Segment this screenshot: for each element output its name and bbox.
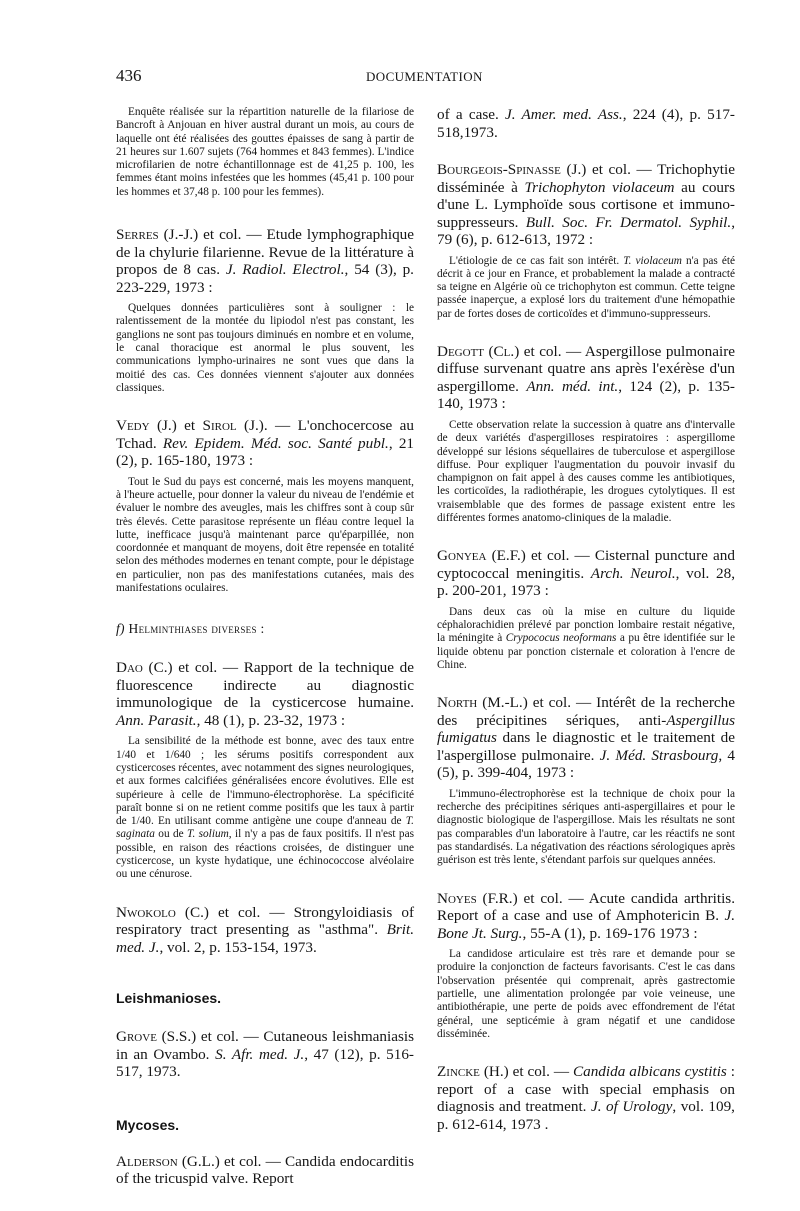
- author: Vedy (J.): [116, 417, 177, 435]
- citation: , vol. 2, p. 153-154, 1973.: [159, 938, 317, 956]
- abstract-serres: Quelques données particulières sont à souligner : le ralentissement de la montée du lipiodol n'est pas constant, les ganglions ne sont pas toujours diminués en nombre et en volume, le canal thoracique est anormal le plus souvent, les communications lympho-urinaires ne sont vues que dans la moitié des cas. Ces données viennent s'ajouter aux données classiques.: [116, 302, 414, 394]
- citation: , 21 (2), p. 165-180, 1973 :: [116, 434, 415, 470]
- reference-degott: [437, 343, 735, 413]
- reference-grove: [116, 1028, 414, 1081]
- author: Grove (S.S.): [116, 1028, 197, 1046]
- left-column: [116, 106, 414, 1188]
- species-name: Aspergillus fumigatus: [437, 711, 735, 747]
- species-name: T. violaceum: [623, 254, 682, 267]
- abstract-noyes: La candidose articulaire est très rare et demande pour se produire la conjonction de facteurs favorisants. C'est le cas dans l'observation présentée qui comprenait, après gastrectomie partielle, une alimentation prolongée par voie veineuse, une antibiothérapie, une perte de poids avec effondrement de l'état général, une septicémie à gram négatif et une candidose disséminée.: [437, 948, 735, 1040]
- title: et col. — Acute candida arthritis. Report of a case and use of Amphotericin B.: [437, 889, 735, 925]
- running-head: DOCUMENTATION: [366, 69, 483, 84]
- title: et col. — Trichophytie disséminée à: [437, 161, 735, 196]
- title: et col. — Strongyloidiasis of respiratory tract presenting as "asthma".: [116, 903, 414, 939]
- title: et col. — Cutaneous leishmaniasis in an Ovambo.: [116, 1028, 414, 1063]
- subsection-prefix: f): [116, 621, 125, 637]
- reference-vedy: [116, 417, 414, 470]
- citation: , 48 (1), p. 23-32, 1973 :: [196, 711, 346, 729]
- citation: , 124 (2), p. 135-140, 1973 :: [437, 377, 735, 413]
- citation: , 4 (5), p. 399-404, 1973 :: [437, 746, 736, 782]
- journal: J. Méd. Strasbourg: [599, 746, 719, 764]
- author: Noyes (F.R.): [437, 889, 518, 907]
- title: au cours d'une L. Lymphoïde sous cortisone et immuno-suppresseurs.: [437, 178, 735, 231]
- reference-dao: [116, 659, 414, 729]
- abstract-north: L'immuno-électrophorèse est la technique de choix pour la recherche des précipitines sériques anti-aspergillaires et pour le diagnostic biologique de l'aspergillose. Mais les résultats ne sont pas comparables d'un laboratoire à l'autre, car les réactifs ne sont pas standardisés. La négativation des réactions sérologiques après guérison est très lente, s'étendant parfois sur quelques années.: [437, 787, 735, 867]
- subsection-title: Helminthiases diverses :: [128, 621, 265, 637]
- species-name: Crypococus neoformans: [505, 632, 617, 645]
- abstract-gonyea: [437, 606, 735, 672]
- title-italic: Candida albicans cystitis: [572, 1063, 727, 1081]
- title: et col. — Candida endocarditis of the tricuspid valve. Report: [116, 1152, 414, 1188]
- citation: , vol. 109, p. 612-614, 1973 .: [437, 1098, 735, 1133]
- journal: Arch. Neurol.: [590, 564, 676, 582]
- author: Serres (J.-J.): [116, 226, 199, 244]
- section-heading-mycoses: Mycoses.: [116, 1116, 180, 1133]
- abstract-vedy: Tout le Sud du pays est concerné, mais les moyens manquent, à l'heure actuelle, pour donner la valeur du niveau de l'endémie et évaluer le nombre des aveugles, mais les chiffres sont à coup sûr très élevés. Cette parasitose représente un fléau contre lequel la lutte, inefficace jusqu'à maintenant parce qu'éparpillée, non coordonnée et manquant de moyens, doit être repensée en totalité selon des méthodes modernes en tenant compte, pour le dépistage en particulier, non pas des manifestations cutanées, mais des manifestations oculaires.: [116, 475, 414, 595]
- title: : report of a case with special emphasis on diagnosis and treatment.: [437, 1063, 736, 1116]
- citation: , 55-A (1), p. 169-176 1973 :: [522, 924, 698, 942]
- reference-noyes: [437, 890, 735, 943]
- abstract-text: n'a pas été décrit à ce jour en France, et probablement la malade a contracté sa teigne en Algérie où ce trichophyton est commun. Cette teigne passée inaperçue, a explosé lors du traitement d'une hémopathie par de fortes doses de corticoïdes et d'immuno-suppresseurs.: [437, 254, 735, 320]
- section-heading-leishmanioses: Leishmanioses.: [116, 990, 222, 1007]
- journal: Brit. med. J.: [116, 921, 414, 956]
- right-column: [437, 106, 735, 1133]
- species-name: Trichophyton violaceum: [524, 178, 675, 196]
- author: Zincke (H.): [437, 1063, 509, 1081]
- abstract-text: a pu être identifiée sur le liquide obtenu par ponction cisternale et coloration à l'encre de Chine.: [437, 632, 735, 672]
- species-name: T. saginata: [116, 815, 414, 841]
- reference-serres: [116, 226, 414, 296]
- abstract-text: L'étiologie de ce cas fait son intérêt.: [449, 254, 624, 267]
- abstract-degott: Cette observation relate la succession à quatre ans d'intervalle de deux variétés d'aspergilloses respiratoires : aspergillome développé sur lésions séquellaires de tuberculose et aspergillose diffuse. Pour expliquer l'augmentation du pouvoir invasif du champignon on fait appel à des causes comme les antibiotiques, les corticoïdes, la radiothérapie, les drogues cytolytiques. Il est vraisemblable que des formes de passage existent entre les différentes formes anatomo-cliniques de la maladie.: [437, 418, 735, 525]
- abstract-bourgeois: [437, 255, 735, 321]
- journal: J. Amer. med. Ass.: [505, 106, 623, 123]
- reference-north: [437, 694, 735, 782]
- author: Alderson (G.L.): [116, 1152, 220, 1170]
- journal: Ann. Parasit.: [116, 711, 197, 729]
- title: et col. — Cisternal puncture and cyptococcal meningitis.: [437, 547, 735, 582]
- reference-alderson: [116, 1153, 414, 1188]
- title: of a case.: [437, 106, 506, 123]
- author: Bourgeois-Spinasse (J.): [437, 161, 587, 178]
- citation: , 224 (4), p. 517-518,1973.: [437, 106, 735, 141]
- citation: , vol. 28, p. 200-201, 1973 :: [437, 564, 735, 600]
- journal: J. Bone Jt. Surg.: [437, 907, 735, 942]
- title: et col. — Etude lymphographique de la chylurie filarienne. Revue de la littérature à propos de 8 cas.: [116, 226, 415, 279]
- journal: J. of Urology: [590, 1098, 673, 1116]
- title: . — L'onchocercose au Tchad.: [116, 417, 414, 452]
- page-number: 436: [116, 66, 142, 85]
- reference-alderson-continued: [437, 106, 735, 141]
- reference-gonyea: [437, 547, 735, 600]
- species-name: T. solium,: [187, 828, 232, 841]
- abstract-dao: [116, 735, 414, 881]
- abstract-text: il n'y a pas de faux positifs. Il n'est pas possible, en raison des réactions croisées, de distinguer une cysticercose, un kyste hydatique, une échinococcose alvéolaire ou une cénurose.: [116, 828, 414, 881]
- abstract-text: Dans deux cas où la mise en culture du liquide céphalorachidien prélevé par ponction lombaire restait négative, la méningite à: [437, 605, 735, 645]
- journal: S. Afr. med. J.: [215, 1045, 305, 1063]
- title: dans le diagnostic et le traitement de l'aspergillose pulmonaire.: [437, 729, 735, 764]
- intro-abstract: Enquête réalisée sur la répartition naturelle de la filariose de Bancroft à Anjouan en hiver austral durant un mois, au cours de laquelle ont été réalisées des gouttes épaisses de sang à partir de 21 heures sur 1.607 sujets (764 hommes et 843 femmes). L'indice microfilarien de notre échantillonnage est de 41,25 p. 100, les femmes étant moins infestées que les hommes (45,41 p. 100 pour les hommes et 37,48 p. 100 pour les femmes).: [116, 106, 414, 198]
- author: Dao (C.): [116, 659, 173, 677]
- title: et col. — Rapport de la technique de fluorescence indirecte au diagnostic immunologique de la cysticercose humaine.: [116, 659, 414, 712]
- title: et col. — Intérêt de la recherche des précipitines sériques, anti-: [437, 694, 735, 729]
- author: Nwokolo (C.): [116, 903, 209, 921]
- author: Degott (Cl.): [437, 342, 520, 360]
- conjunction: et: [176, 417, 203, 435]
- author: North (M.-L.): [437, 694, 528, 712]
- reference-nwokolo: [116, 904, 414, 957]
- journal: Rev. Epidem. Méd. soc. Santé publ.: [162, 434, 389, 452]
- subsection-heading: [116, 621, 414, 637]
- journal: Bull. Soc. Fr. Dermatol. Syphil.: [525, 213, 732, 231]
- citation: , 79 (6), p. 612-613, 1972 :: [437, 213, 735, 248]
- citation: , 54 (3), p. 223-229, 1973 :: [116, 261, 414, 296]
- abstract-text: La sensibilité de la méthode est bonne, avec des taux entre 1/40 et 1/640 ; les sérums positifs correspondent aux cysticercoses récentes, avec notamment des signes neurologiques, et aux formes calcifiées généralisées encore évolutives. Elle est supérieure à celle de l'immuno-électrophorèse. La spécificité paraît bonne si on ne retient comme positifs que les taux à partir de 1/40. En utilisant comme antigène une coupe d'anneau de: [116, 735, 415, 828]
- reference-zincke: [437, 1063, 735, 1133]
- author: Gonyea (E.F.): [437, 547, 526, 565]
- reference-bourgeois: [437, 161, 735, 249]
- journal: J. Radiol. Electrol.: [225, 261, 345, 279]
- abstract-text: ou de: [154, 828, 187, 841]
- author2: Sirol (J.): [202, 417, 264, 435]
- journal: Ann. méd. int.: [526, 377, 619, 395]
- citation: , 47 (12), p. 516-517, 1973.: [116, 1045, 414, 1081]
- title: et col. — Aspergillose pulmonaire diffuse survenant quatre ans après l'exérèse d'un aspergillome.: [437, 342, 735, 395]
- title: et col. —: [508, 1063, 573, 1081]
